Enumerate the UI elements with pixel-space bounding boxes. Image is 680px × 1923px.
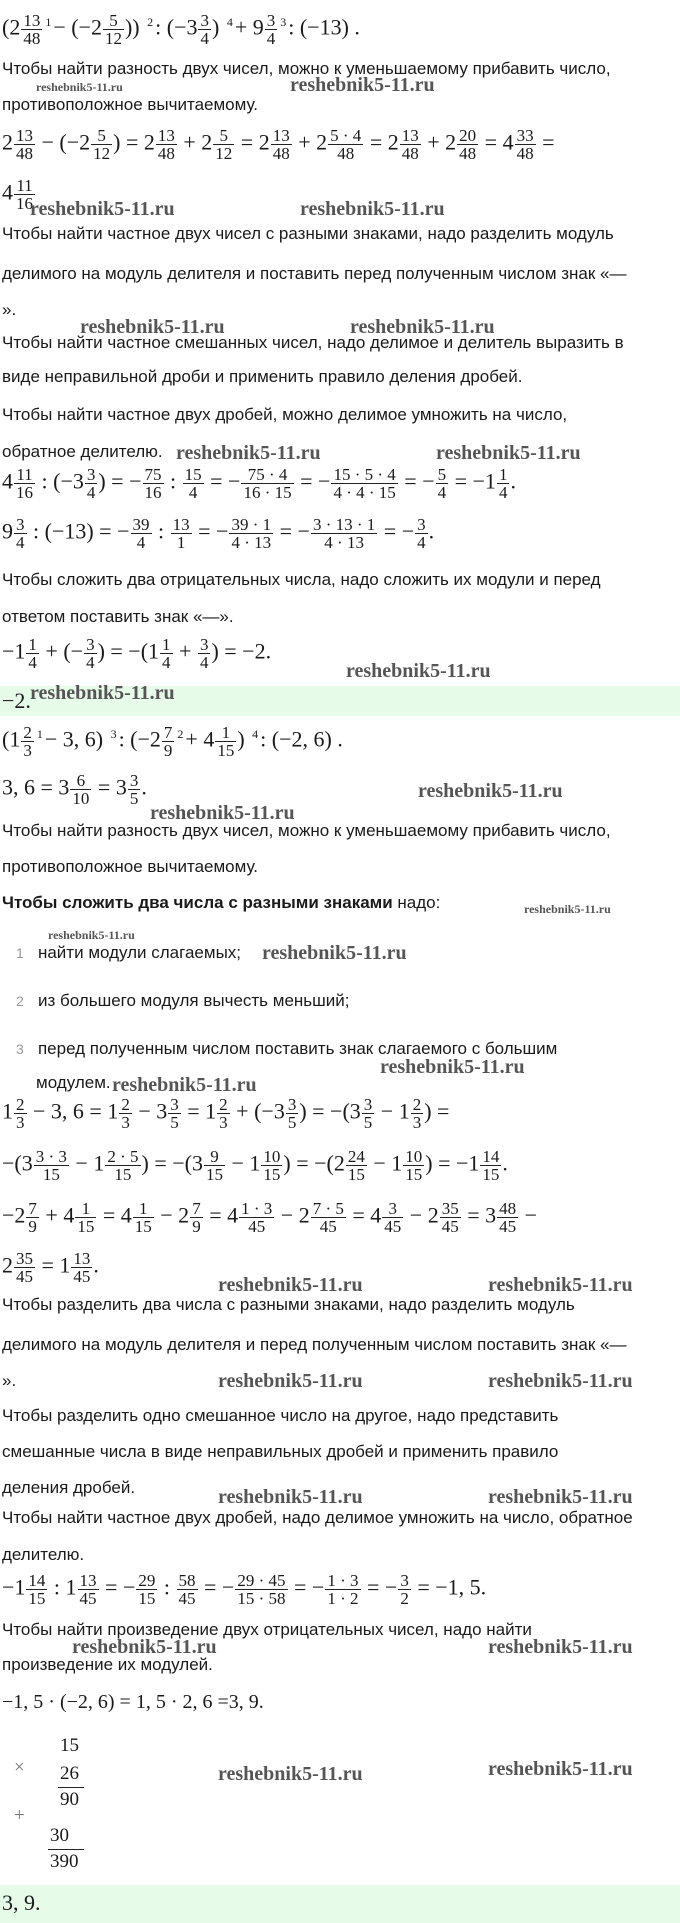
partial-2: 30 <box>50 1825 69 1846</box>
equation-final-division: −1 $\frac{14}{15}$ : 1 $\frac{13}{45}$ = − $\frac{29}{15}$ : $\frac{58}{45}$ = − $\frac{29 \cdot 45}{15 \cdot 58}$ = − $\frac{1 \cdot 3}{1 \cdot 2}$ = − $\frac{3}{2}$ = −1, 5. <box>2 1571 487 1608</box>
watermark: reshebnik5-11.ru <box>176 442 321 464</box>
watermark: reshebnik5-11.ru <box>218 1486 363 1508</box>
equation-product: −1, 5 · (−2, 6) = 1, 5 · 2, 6 =3, 9. <box>2 1691 264 1713</box>
equation-division-1: 4 $\frac{11}{16}$ : (−3 $\frac{3}{4}$ ) = − $\frac{75}{16}$ : $\frac{15}{4}$ = − $\frac{75 \cdot 4}{16 \cdot 15}$ = − $\frac{15 \cdot 5 \cdot 4}{4 \cdot 4 \cdot 15}$ = − $\frac{5}{4}$ = −1 $\frac{1}{4}$ . <box>2 465 516 502</box>
watermark: reshebnik5-11.ru <box>80 316 225 338</box>
text-line-20: деления дробей. <box>2 1478 136 1497</box>
step-2 <box>16 990 350 1012</box>
rule-line-2 <box>48 1849 84 1850</box>
plus-sign: + <box>14 1805 25 1826</box>
text-line-1: Чтобы найти разность двух чисел, можно к уменьшаемому прибавить число, <box>2 59 611 78</box>
text-line-11: ответом поставить знак «—». <box>2 607 234 626</box>
step-text: из большего модуля вычесть меньший; <box>37 991 350 1010</box>
product-result: 390 <box>50 1851 79 1872</box>
watermark: reshebnik5-11.ru <box>290 74 435 96</box>
watermark: reshebnik5-11.ru <box>30 682 175 704</box>
rule-rest: надо: <box>392 893 441 912</box>
text-line-21: Чтобы найти частное двух дробей, надо делимое умножить на число, обратное <box>2 1508 633 1527</box>
equation-mixed-4: 2 $\frac{35}{45}$ = 1 $\frac{13}{45}$ . <box>2 1249 99 1286</box>
watermark: reshebnik5-11.ru <box>48 928 135 942</box>
factor-b: 26 <box>60 1763 79 1784</box>
equation-mixed-2: −(3 $\frac{3 \cdot 3}{15}$ − 1 $\frac{2 \cdot 5}{15}$ ) = −(3 $\frac{9}{15}$ − 1 $\frac{10}{15}$ ) = −(2 $\frac{24}{15}$ − 1 $\frac{10}{15}$ ) = −1 $\frac{14}{15}$ . <box>2 1147 508 1184</box>
text-line-15: Чтобы разделить два числа с разными знаками, надо разделить модуль <box>2 1295 575 1314</box>
text-line-10: Чтобы сложить два отрицательных числа, надо сложить их модули и перед <box>2 570 601 589</box>
text-line-8: Чтобы найти частное двух дробей, можно делимое умножить на число, <box>2 405 568 424</box>
watermark: reshebnik5-11.ru <box>488 1370 633 1392</box>
equation-decimal: 3, 6 = 3 $\frac{6}{10}$ = 3 $\frac{3}{5}$ . <box>2 771 147 808</box>
times-sign: × <box>14 1757 25 1778</box>
watermark: reshebnik5-11.ru <box>418 780 563 802</box>
text-line-16: делимого на модуль делителя и перед полученным числом поставить знак «— <box>2 1335 627 1354</box>
expression-2: (1 $\frac{2}{3}$ $^1$− 3, 6) $^3$: (−2 $\frac{7}{9}$ $^2$+ 4 $\frac{1}{15}$ ) $^4$: (−2, 6) . <box>2 722 343 760</box>
text-line-14 <box>2 892 440 914</box>
watermark: reshebnik5-11.ru <box>488 1486 633 1508</box>
watermark: reshebnik5-11.ru <box>218 1763 363 1785</box>
text-line-12: Чтобы найти разность двух чисел, можно к уменьшаемому прибавить число, <box>2 821 611 840</box>
answer-highlight-2 <box>0 1885 680 1923</box>
equation-sum-negatives: −1 $\frac{1}{4}$ + (− $\frac{3}{4}$ ) = −(1 $\frac{1}{4}$ + $\frac{3}{4}$ ) = −2. <box>2 635 272 672</box>
step-number: 3 <box>16 1041 24 1057</box>
text-line-6: Чтобы найти частное смешанных чисел, надо делимое и делитель выразить в <box>2 333 624 352</box>
rule-bold: Чтобы сложить два числа с разными знаками <box>2 893 393 912</box>
text-line-5: ». <box>2 300 17 319</box>
watermark: reshebnik5-11.ru <box>72 1636 217 1658</box>
answer-2: 3, 9. <box>2 1890 41 1915</box>
text-line-3: Чтобы найти частное двух чисел с разными знаками, надо разделить модуль <box>2 224 614 243</box>
watermark: reshebnik5-11.ru <box>524 902 611 916</box>
text-line-13: противоположное вычитаемому. <box>2 857 259 876</box>
expression-1: (2 $\frac{13}{48}$ $^1$− (−2 $\frac{5}{12}$ )) $^2$: (−3 $\frac{3}{4}$ ) $^4$+ 9 $\frac{3}{4}$ $^3$: (−13) . <box>2 10 360 48</box>
text-line-9: обратное делителю. <box>2 442 163 461</box>
equation-subtraction: 2 $\frac{13}{48}$ − (−2 $\frac{5}{12}$ ) = 2 $\frac{13}{48}$ + 2 $\frac{5}{12}$ = 2 $\frac{13}{48}$ + 2 $\frac{5 \cdot 4}{48}$ = 2 $\frac{13}{48}$ + 2 $\frac{20}{48}$ = 4 $\frac{33}{48}$ = <box>2 126 555 163</box>
answer-1: −2. <box>2 688 31 713</box>
step-number: 2 <box>16 993 24 1009</box>
watermark: reshebnik5-11.ru <box>36 80 123 94</box>
watermark: reshebnik5-11.ru <box>488 1636 633 1658</box>
watermark: reshebnik5-11.ru <box>380 1056 525 1078</box>
text-line-2: противоположное вычитаемому. <box>2 95 259 114</box>
step-1 <box>16 942 241 964</box>
text-line-7: виде неправильной дроби и применить правило деления дробей. <box>2 367 523 386</box>
watermark: reshebnik5-11.ru <box>346 660 491 682</box>
watermark: reshebnik5-11.ru <box>218 1370 363 1392</box>
watermark: reshebnik5-11.ru <box>218 1274 363 1296</box>
equation-mixed-3: −2 $\frac{7}{9}$ + 4 $\frac{1}{15}$ = 4 $\frac{1}{15}$ − 2 $\frac{7}{9}$ = 4 $\frac{1 \cdot 3}{45}$ − 2 $\frac{7 \cdot 5}{45}$ = 4 $\frac{3}{45}$ − 2 $\frac{35}{45}$ = 3 $\frac{48}{45}$ − <box>2 1199 538 1236</box>
text-line-24: произведение их модулей. <box>2 1655 213 1674</box>
column-multiplication <box>14 1735 84 1885</box>
watermark: reshebnik5-11.ru <box>488 1274 633 1296</box>
watermark: reshebnik5-11.ru <box>488 1758 633 1780</box>
watermark: reshebnik5-11.ru <box>150 802 295 824</box>
equation-subtraction-result: 4 $\frac{11}{16}$ <box>2 176 33 213</box>
step-text: найти модули слагаемых; <box>37 943 242 962</box>
watermark: reshebnik5-11.ru <box>262 942 407 964</box>
partial-1: 90 <box>60 1789 79 1810</box>
text-line-18: Чтобы разделить одно смешанное число на другое, надо представить <box>2 1406 559 1425</box>
text-line-17: ». <box>2 1371 17 1390</box>
step-3-continuation: модулем. <box>36 1073 111 1092</box>
watermark: reshebnik5-11.ru <box>300 198 445 220</box>
watermark: reshebnik5-11.ru <box>112 1074 257 1096</box>
text-line-19: смешанные числа в виде неправильных дробей и применить правило <box>2 1442 559 1461</box>
watermark: reshebnik5-11.ru <box>436 442 581 464</box>
step-text: перед полученным числом поставить знак слагаемого с большим <box>37 1039 558 1058</box>
step-number: 1 <box>16 945 24 961</box>
rule-line-1 <box>58 1787 84 1788</box>
equation-mixed-1: 1 $\frac{2}{3}$ − 3, 6 = 1 $\frac{2}{3}$ − 3 $\frac{3}{5}$ = 1 $\frac{2}{3}$ + (−3 $\frac{3}{5}$ ) = −(3 $\frac{3}{5}$ − 1 $\frac{2}{3}$ ) = <box>2 1095 450 1132</box>
watermark: reshebnik5-11.ru <box>30 198 175 220</box>
text-line-23: Чтобы найти произведение двух отрицательных чисел, надо найти <box>2 1620 532 1639</box>
watermark: reshebnik5-11.ru <box>350 316 495 338</box>
text-line-4: делимого на модуль делителя и поставить перед полученным числом знак «— <box>2 264 627 283</box>
factor-a: 15 <box>60 1735 79 1756</box>
equation-division-2: 9 $\frac{3}{4}$ : (−13) = − $\frac{39}{4}$ : $\frac{13}{1}$ = − $\frac{39 \cdot 1}{4 \cdot 13}$ = − $\frac{3 \cdot 13 \cdot 1}{4 \cdot 13}$ = − $\frac{3}{4}$ . <box>2 515 435 552</box>
text-line-22: делителю. <box>2 1545 85 1564</box>
